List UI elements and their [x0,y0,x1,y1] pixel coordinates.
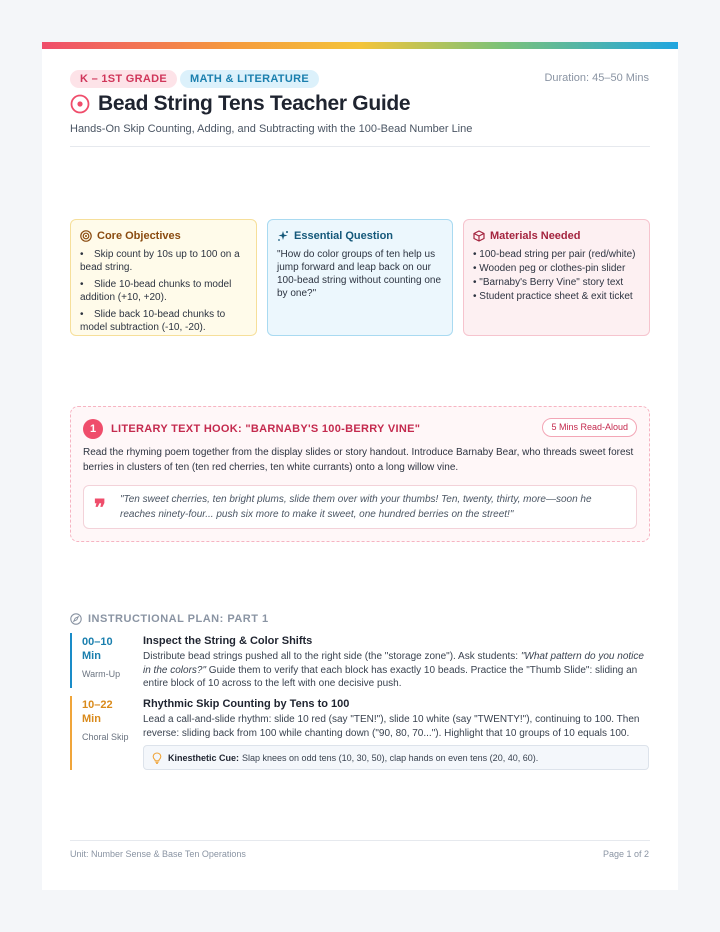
instructional-plan-heading [70,613,269,625]
list-item: • Student practice sheet & exit ticket [473,291,633,302]
quote-icon: ❞ [94,495,106,521]
essential-question-card [267,219,453,336]
materials-card [463,219,650,336]
kinesthetic-cue-box [143,745,649,770]
timeline-rail [70,696,72,770]
step-body-text: Distribute bead strings pushed all to the right side (the "storage zone"). Ask students: [143,651,521,662]
step-body-question: "What pattern do you notice in the colors?" [143,651,644,676]
list-item: • Slide back 10-bead chunks to model subtraction (-10, -20). [80,309,226,333]
title-row [70,92,410,116]
objective-text: Skip count by 10s up to 100 on a bead string. [80,249,240,273]
cue-label: Kinesthetic Cue: [168,752,240,763]
step-phase: Choral Skip [82,732,129,742]
step-body: Lead a call-and-slide rhythm: slide 10 red (say "TEN!"), slide 10 white (say "TWENTY!"), continuing to 100. Then reverse: sliding back from 100 while chanting down ("90, 80, 70..."). Highlight that 10 groups of 10 equals 100. [143,714,640,739]
plan-step-choral-skip [70,696,650,770]
teacher-guide-page [42,42,678,890]
time-range: 10–22 [82,699,113,711]
footer-divider [70,840,650,841]
sparkles-icon [277,230,289,242]
materials-list [473,248,640,304]
step-title: Inspect the String & Color Shifts [143,635,313,647]
timeline-rail [70,633,72,688]
essential-question-text: "How do color groups of ten help us jump forward and leap back on our 100-bead string without counting one by one?" [277,249,442,299]
essential-question-header [277,230,443,242]
step-time [82,635,132,663]
box-icon [473,230,485,242]
target-icon [70,94,90,114]
page-number: Page 1 of 2 [602,849,649,859]
step-time [82,698,132,726]
list-item: • 100-bead string per pair (red/white) [473,249,636,260]
rainbow-accent-bar [42,42,678,49]
time-range: 00–10 [82,636,113,648]
step-body [143,650,648,691]
literary-hook-section [70,406,650,542]
list-item: • Wooden peg or clothes-pin slider [473,263,626,274]
material-text: Student practice sheet & exit ticket [479,291,633,302]
list-item: • Skip count by 10s up to 100 on a bead string. [80,249,240,273]
header-divider [70,146,650,147]
plan-step-warm-up [70,633,650,688]
material-text: Wooden peg or clothes-pin slider [479,263,626,274]
core-objectives-card [70,219,257,336]
hook-title: LITERARY TEXT HOOK: "BARNABY'S 100-BERRY VINE" [111,423,421,435]
duration-label: Duration: 45–50 Mins [544,72,649,84]
compass-icon [70,613,82,625]
step-number-badge: 1 [83,419,103,439]
lightbulb-icon [152,752,162,764]
page-subtitle: Hands-On Skip Counting, Adding, and Subtracting with the 100-Bead Number Line [70,123,473,135]
footer-unit: Unit: Number Sense & Base Ten Operations [70,849,246,859]
time-unit: Min [82,650,101,662]
poem-quote-text: "Ten sweet cherries, ten bright plums, slide them over with your thumbs! Ten, twenty, thirty, more—soon he reaches ninety-four... push six more to make it sweet, one hundred berries on the street!" [120,494,592,520]
instructional-plan-title: INSTRUCTIONAL PLAN: PART 1 [88,613,269,625]
subject-tag: MATH & LITERATURE [180,70,319,88]
step-phase: Warm-Up [82,669,121,679]
time-unit: Min [82,713,101,725]
step-title: Rhythmic Skip Counting by Tens to 100 [143,698,350,710]
list-item: • Slide 10-bead chunks to model addition (+10, +20). [80,279,232,303]
objective-text: Slide 10-bead chunks to model addition (+10, +20). [80,279,232,303]
materials-header [473,230,640,242]
hook-description: Read the rhyming poem together from the display slides or story handout. Introduce Barnaby Bear, who threads sweet forest berries in clusters of ten (ten red cherries, ten white currants) onto a long willow vine. [83,447,634,473]
step-body-text: Guide them to verify that each block has exactly 10 beads. Practice the "Thumb Slide": sliding an entire block of 10 across to the left with one decisive push. [143,664,638,689]
page-title: Bead String Tens Teacher Guide [98,92,411,115]
poem-quote-box [83,485,637,529]
objectives-list [80,248,247,334]
material-text: "Barnaby's Berry Vine" story text [479,277,624,288]
materials-title: Materials Needed [490,230,581,242]
cue-text: Slap knees on odd tens (10, 30, 50), clap hands on even tens (20, 40, 60). [242,752,539,763]
grade-tag: K – 1ST GRADE [70,70,177,88]
list-item: • "Barnaby's Berry Vine" story text [473,277,624,288]
core-objectives-title: Core Objectives [97,230,181,242]
material-text: 100-bead string per pair (red/white) [479,249,636,260]
essential-question-title: Essential Question [294,230,394,242]
bullseye-icon [80,230,92,242]
core-objectives-header [80,230,247,242]
read-aloud-badge: 5 Mins Read-Aloud [542,418,637,437]
objective-text: Slide back 10-bead chunks to model subtraction (-10, -20). [80,309,226,333]
